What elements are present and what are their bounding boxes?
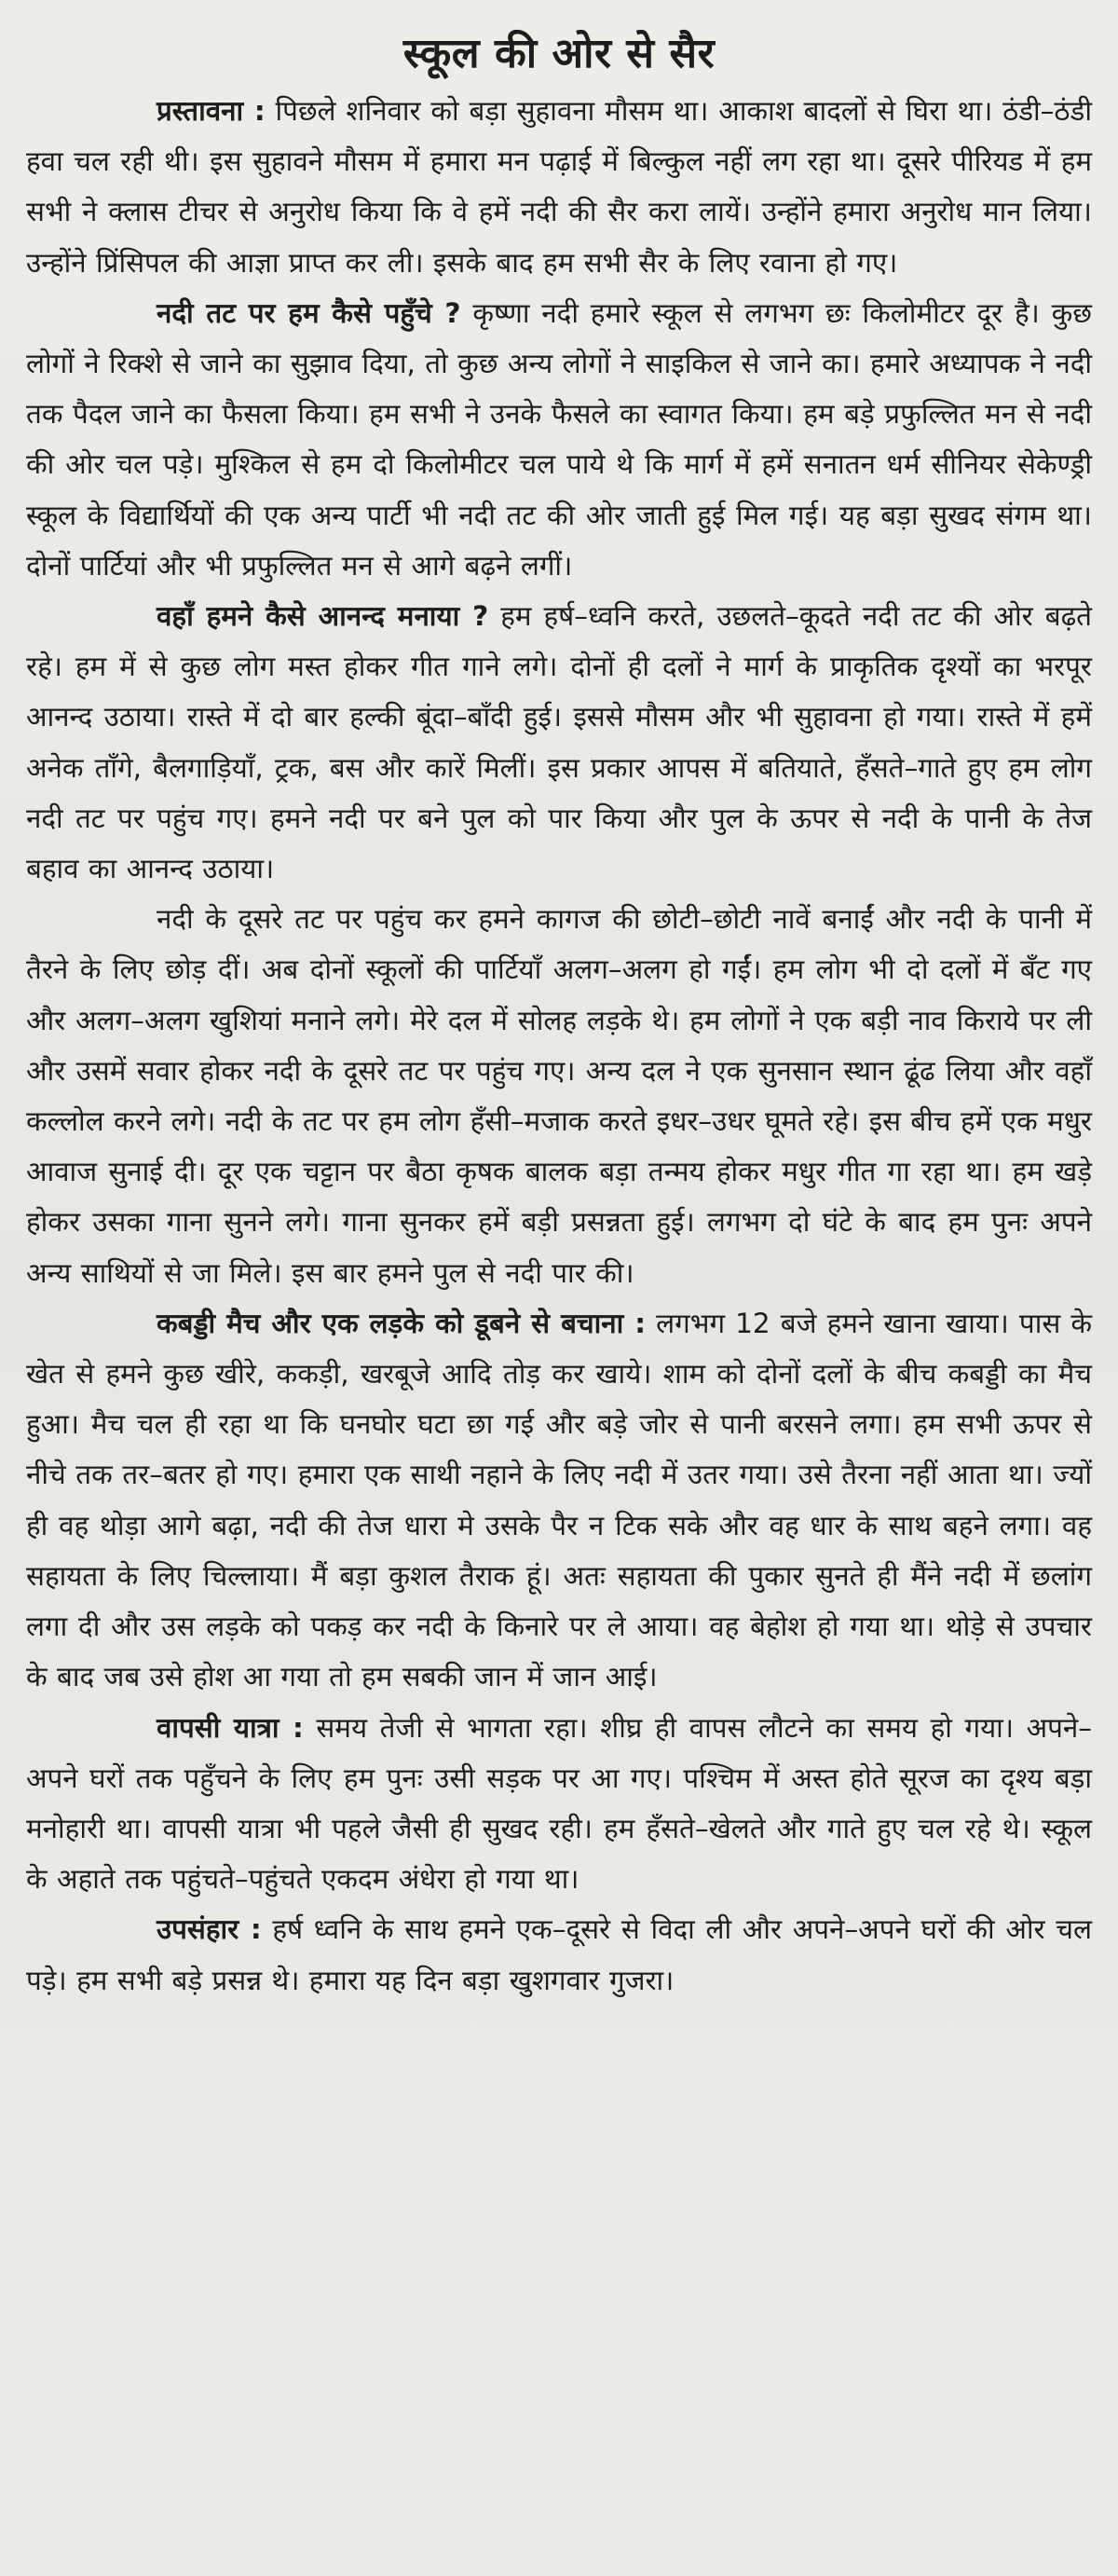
section-heading: वहाँ हमने कैसे आनन्द मनाया ? bbox=[157, 600, 489, 633]
section-heading: उपसंहार : bbox=[157, 1913, 262, 1946]
section-body: हर्ष ध्वनि के साथ हमने एक–दूसरे से विदा ली और अपने–अपने घरों की ओर चल पड़े। हम सभी बड़े प्रसन्न थे। हमारा यह दिन बड़ा खुशगवार गुजरा। bbox=[26, 1913, 1092, 1996]
paragraph-reaching-river bbox=[26, 288, 1092, 591]
section-heading: वापसी यात्रा : bbox=[157, 1711, 304, 1744]
section-heading: कबड्डी मैच और एक लड़के को डूबने से बचाना : bbox=[157, 1307, 647, 1339]
paragraph-enjoyment bbox=[26, 591, 1092, 894]
section-body: कृष्णा नदी हमारे स्कूल से लगभग छः किलोमीटर दूर है। कुछ लोगों ने रिक्शे से जाने का सुझाव दिया, तो कुछ अन्य लोगों ने साइकिल से जाने का। हमारे अध्यापक ने नदी तक पैदल जाने का फैसला किया। हम सभी ने उनके फैसले का स्वागत किया। हम बड़े प्रफुल्लित मन से नदी की ओर चल पड़े। मुश्किल से हम दो किलोमीटर चल पाये थे कि मार्ग में हमें सनातन धर्म सीनियर सेकेण्ड्री स्कूल के विद्यार्थियों की एक अन्य पार्टी भी नदी तट की ओर जाती हुई मिल गई। यह बड़ा सुखद संगम था। दोनों पार्टियां और भी प्रफुल्लित मन से आगे बढ़ने लगीं। bbox=[26, 296, 1092, 582]
essay-title: स्कूल की ओर से सैर bbox=[402, 30, 716, 77]
paragraph-other-bank bbox=[26, 894, 1092, 1298]
section-body: समय तेजी से भागता रहा। शीघ्र ही वापस लौटने का समय हो गया। अपने–अपने घरों तक पहुँचने के लिए हम पुनः उसी सड़क पर आ गए। पश्चिम में अस्त होते सूरज का दृश्य बड़ा मनोहारी था। वापसी यात्रा भी पहले जैसी ही सुखद रही। हम हँसते–खेलते और गाते हुए चल रहे थे। स्कूल के अहाते तक पहुंचते–पहुंचते एकदम अंधेरा हो गया था। bbox=[26, 1711, 1092, 1896]
section-heading: नदी तट पर हम कैसे पहुँचे ? bbox=[157, 296, 461, 329]
paragraph-return-journey bbox=[26, 1703, 1092, 1905]
paragraph-conclusion bbox=[26, 1904, 1092, 2005]
section-heading: प्रस्तावना : bbox=[157, 95, 266, 127]
section-body: पिछले शनिवार को बड़ा सुहावना मौसम था। आकाश बादलों से घिरा था। ठंडी–ठंडी हवा चल रही थी। इस सुहावने मौसम में हमारा मन पढ़ाई में बिल्कुल नहीं लग रहा था। दूसरे पीरियड में हम सभी ने क्लास टीचर से अनुरोध किया कि वे हमें नदी की सैर करा लायें। उन्होंने हमारा अनुरोध मान लिया। उन्होंने प्रिंसिपल की आज्ञा प्राप्त कर ली। इसके बाद हम सभी सैर के लिए रवाना हो गए। bbox=[26, 95, 1092, 279]
section-body: लगभग 12 बजे हमने खाना खाया। पास के खेत से हमने कुछ खीरे, ककड़ी, खरबूजे आदि तोड़ कर खाये। शाम को दोनों दलों के बीच कबड्डी का मैच हुआ। मैच चल ही रहा था कि घनघोर घटा छा गई और बड़े जोर से पानी बरसने लगा। हम सभी ऊपर से नीचे तक तर–बतर हो गए। हमारा एक साथी नहाने के लिए नदी में उतर गया। उसे तैरना नहीं आता था। ज्यों ही वह थोड़ा आगे बढ़ा, नदी की तेज धारा मे उसके पैर न टिक सके और वह धार के साथ बहने लगा। वह सहायता के लिए चिल्लाया। मैं बड़ा कुशल तैराक हूं। अतः सहायता की पुकार सुनते ही मैंने नदी में छलांग लगा दी और उस लड़के को पकड़ कर नदी के किनारे पर ले आया। वह बेहोश हो गया था। थोड़े से उपचार के बाद जब उसे होश आ गया तो हम सबकी जान में जान आई। bbox=[26, 1307, 1092, 1693]
section-body: नदी के दूसरे तट पर पहुंच कर हमने कागज की छोटी–छोटी नावें बनाईं और नदी के पानी में तैरने के लिए छोड़ दीं। अब दोनों स्कूलों की पार्टियाँ अलग–अलग हो गईं। हम लोग भी दो दलों में बँट गए और अलग–अलग खुशियां मनाने लगे। मेरे दल में सोलह लड़के थे। हम लोगों ने एक बड़ी नाव किराये पर ली और उसमें सवार होकर नदी के दूसरे तट पर पहुंच गए। अन्य दल ने एक सुनसान स्थान ढूंढ लिया और वहाँ कल्लोल करने लगे। नदी के तट पर हम लोग हँसी–मजाक करते इधर–उधर घूमते रहे। इस बीच हमें एक मधुर आवाज सुनाई दी। दूर एक चट्टान पर बैठा कृषक बालक बड़ा तन्मय होकर मधुर गीत गा रहा था। हम खड़े होकर उसका गाना सुनने लगे। गाना सुनकर हमें बड़ी प्रसन्नता हुई। लगभग दो घंटे के बाद हम पुनः अपने अन्य साथियों से जा मिले। इस बार हमने पुल से नदी पार की। bbox=[26, 903, 1092, 1289]
paragraph-kabaddi-rescue bbox=[26, 1298, 1092, 1703]
paragraph-introduction bbox=[26, 86, 1092, 288]
section-body: हम हर्ष–ध्वनि करते, उछलते–कूदते नदी तट की ओर बढ़ते रहे। हम में से कुछ लोग मस्त होकर गीत गाने लगे। दोनों ही दलों ने मार्ग के प्राकृतिक दृश्यों का भरपूर आनन्द उठाया। रास्ते में दो बार हल्की बूंदा–बाँदी हुई। इससे मौसम और भी सुहावना हो गया। रास्ते में हमें अनेक ताँगे, बैलगाड़ियाँ, ट्रक, बस और कारें मिलीं। इस प्रकार आपस में बतियाते, हँसते–गाते हुए हम लोग नदी तट पर पहुंच गए। हमने नदी पर बने पुल को पार किया और पुल के ऊपर से नदी के पानी के तेज बहाव का आनन्द उठाया। bbox=[26, 600, 1092, 885]
